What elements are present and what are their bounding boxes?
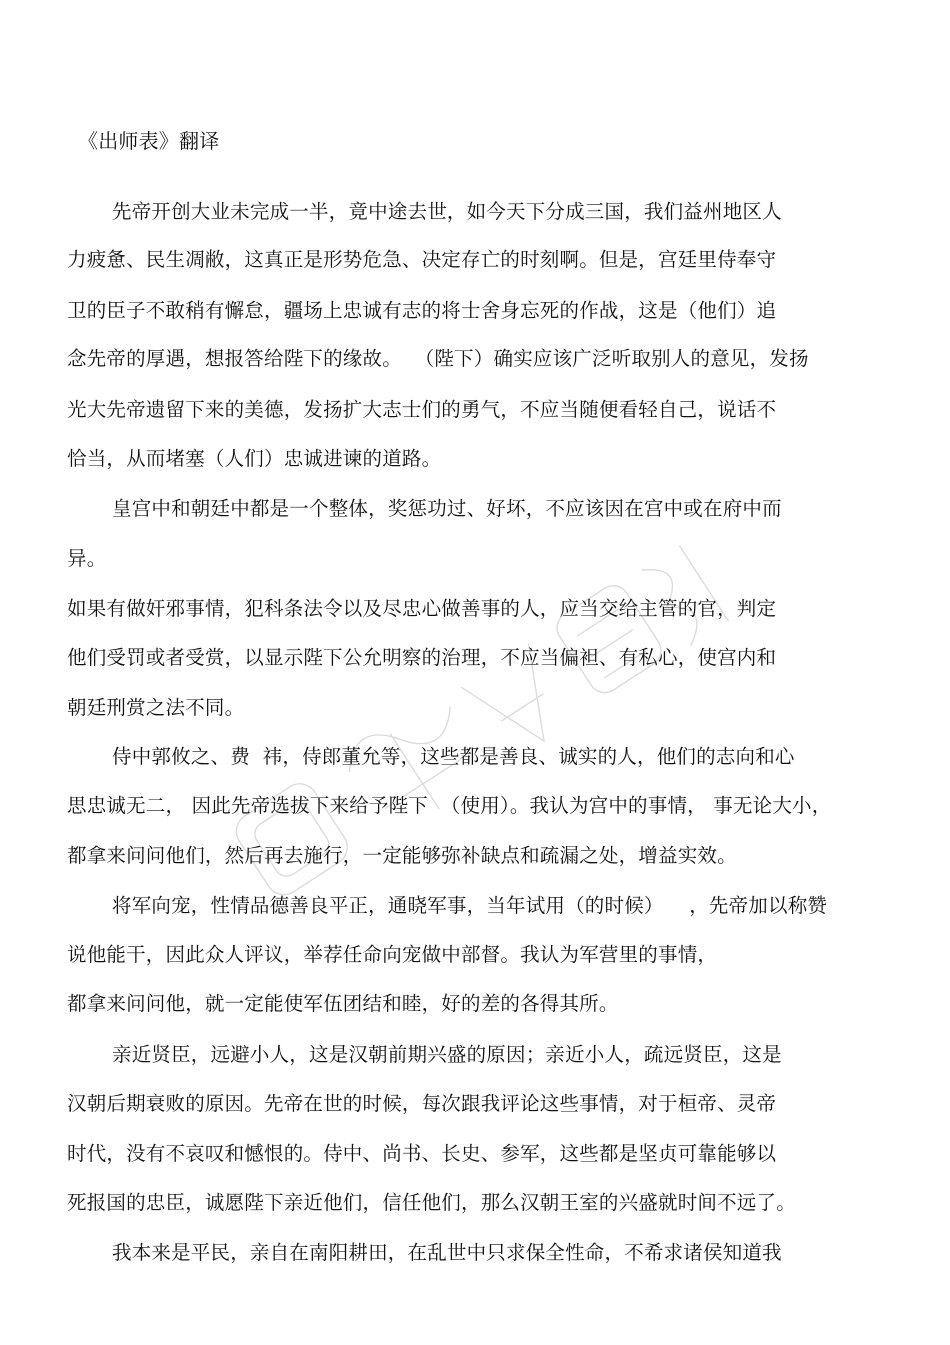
text-line: 力疲惫、民生凋敝，这真正是形势危急、决定存亡的时刻啊。但是，宫廷里侍奉守 — [67, 248, 777, 271]
page-title: 《出师表》翻译 — [78, 129, 220, 153]
text-line: 思忠诚无二， 因此先帝选拔下来给予陛下 （使用）。我认为宫中的事情， 事无论大小， — [67, 794, 832, 817]
text-line: 我本来是平民，亲自在南阳耕田，在乱世中只求保全性命，不希求诸侯知道我 — [112, 1241, 782, 1264]
text-line: 亲近贤臣，远避小人，这是汉朝前期兴盛的原因；亲近小人，疏远贤臣，这是 — [112, 1043, 782, 1066]
text-line: 他们受罚或者受赏，以显示陛下公允明察的治理，不应当偏袒、有私心，使宫内和 — [67, 646, 777, 669]
text-line: 皇宫中和朝廷中都是一个整体，奖惩功过、好坏，不应该因在宫中或在府中而 — [112, 497, 782, 520]
text-line: 先帝开创大业未完成一半，竟中途去世，如今天下分成三国，我们益州地区人 — [112, 200, 782, 223]
text-line: 朝廷刑赏之法不同。 — [67, 696, 245, 719]
text-line: 汉朝后期衰败的原因。先帝在世的时候，每次跟我评论这些事情，对于桓帝、灵帝 — [67, 1092, 777, 1115]
text-line: 异。 — [67, 547, 107, 570]
text-line: 侍中郭攸之、费 祎，侍郎董允等，这些都是善良、诚实的人，他们的志向和心 — [112, 745, 795, 768]
text-line: 恰当，从而堵塞（人们）忠诚进谏的道路。 — [67, 447, 442, 470]
text-line: 死报国的忠臣，诚愿陛下亲近他们，信任他们，那么汉朝王室的兴盛就时间不远了。 — [67, 1191, 796, 1214]
text-line: 念先帝的厚遇，想报答给陛下的缘故。 （陛下）确实应该广泛听取别人的意见，发扬 — [67, 347, 809, 370]
text-line: 都拿来问问他，就一定能使军伍团结和睦，好的差的各得其所。 — [67, 992, 619, 1015]
text-line: 将军向宠，性情品德善良平正，通晓军事，当年试用（的时候） ，先帝加以称赞 — [112, 894, 828, 917]
text-line: 说他能干，因此众人评议，举荐任命向宠做中部督。我认为军营里的事情， — [67, 943, 718, 966]
text-line: 卫的臣子不敢稍有懈怠，疆场上忠诚有志的将士舍身忘死的作战，这是（他们）追 — [67, 299, 777, 322]
text-line: 都拿来问问他们，然后再去施行，一定能够弥补缺点和疏漏之处，增益实效。 — [67, 844, 737, 867]
text-line: 光大先帝遗留下来的美德，发扬扩大志士们的勇气，不应当随便看轻自己，说话不 — [67, 398, 777, 421]
text-line: 如果有做奸邪事情，犯科条法令以及尽忠心做善事的人，应当交给主管的官，判定 — [67, 597, 777, 620]
text-line: 时代，没有不哀叹和憾恨的。侍中、尚书、长史、参军，这些都是坚贞可靠能够以 — [67, 1142, 777, 1165]
